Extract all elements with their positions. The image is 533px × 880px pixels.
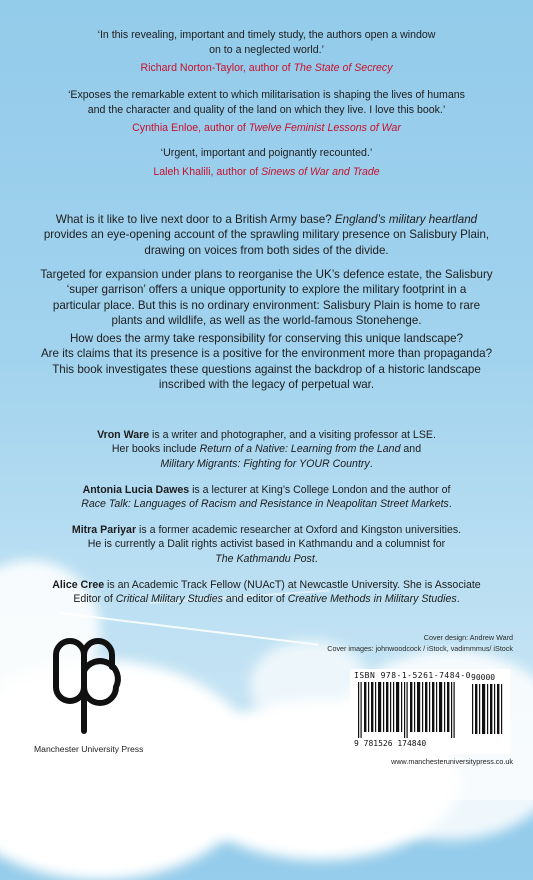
barcode xyxy=(350,669,510,754)
review-quote: and the character and quality of the land on which they live. I love this book.’ xyxy=(87,103,446,116)
publisher-name: Manchester University Press xyxy=(34,744,144,754)
review-attribution: Cynthia Enloe, author of Twelve Feminist Lessons of War xyxy=(132,122,401,135)
bio-alice-cree: Alice Cree is an Academic Track Fellow (NUAcT) at Newcastle University. She is Associate Editor of Critical Military Studies and editor of Creative Methods in Military Studies. xyxy=(52,579,481,606)
bio-mitra-pariyar: Mitra Pariyar is a former academic researcher at Oxford and Kingston universities. He is currently a Dalit rights activist based in Kathmandu and a columnist for The Kathmandu Post. xyxy=(71,524,462,565)
blurb-paragraph-2: Targeted for expansion under plans to reorganise the UK’s defence estate, the Salisbury ‘super garrison’ offers a unique opportunity to explore the military footprint in a particular place. But this is no ordinary environment: Salisbury Plain is home to rare plants and wildlife, as well as the world-famous Stonehenge. xyxy=(40,268,493,328)
price-code: 90000 xyxy=(471,673,496,682)
blurb-paragraph-1: What is it like to live next door to a British Army base? England’s military heartland provides an eye-opening account of the sprawling military presence on Salisbury Plain, drawing on voices from both sides of the divide. xyxy=(43,213,490,257)
barcode-number: 9 781526 174840 xyxy=(354,739,427,748)
blurb-paragraph-3: How does the army take responsibility for conserving this unique landscape? Are its claims that its presence is a positive for the environment more than propaganda? This book investigates these questions against the backdrop of a historic landscape inscribed with the legacy of perpetual war. xyxy=(40,332,493,392)
review-quote: ‘Urgent, important and poignantly recounted.’ xyxy=(160,147,373,159)
review-quote: on to a neglected world.’ xyxy=(209,43,324,56)
bio-antonia-lucia-dawes: Antonia Lucia Dawes is a lecturer at King’s College London and the author of Race Talk: Languages of Racism and Resistance in Neapolitan Street Markets. xyxy=(81,484,452,511)
price-barcode-bars xyxy=(470,684,506,734)
review-1 xyxy=(0,28,533,75)
review-2 xyxy=(0,88,533,135)
review-attribution: Richard Norton-Taylor, author of The State of Secrecy xyxy=(140,62,393,75)
barcode-bars xyxy=(354,682,464,738)
bio-vron-ware: Vron Ware is a writer and photographer, and a visiting professor at LSE. Her books include Return of a Native: Learning from the Land and Military Migrants: Fighting for YOUR Country. xyxy=(97,429,436,470)
review-quote: ‘In this revealing, important and timely study, the authors open a window xyxy=(97,29,436,41)
mup-logo-icon xyxy=(42,627,132,737)
review-3 xyxy=(0,146,533,179)
review-quote: ‘Exposes the remarkable extent to which militarisation is shaping the lives of humans xyxy=(68,89,465,101)
cover-credits: Cover design: Andrew Ward Cover images: johnwoodcock / iStock, vadimmmus/ iStock xyxy=(327,633,513,653)
review-attribution: Laleh Khalili, author of Sinews of War and Trade xyxy=(153,165,380,178)
isbn-text: ISBN 978-1-5261-7484-0 xyxy=(354,671,471,680)
publisher-url: www.manchesteruniversitypress.co.uk xyxy=(391,757,513,766)
